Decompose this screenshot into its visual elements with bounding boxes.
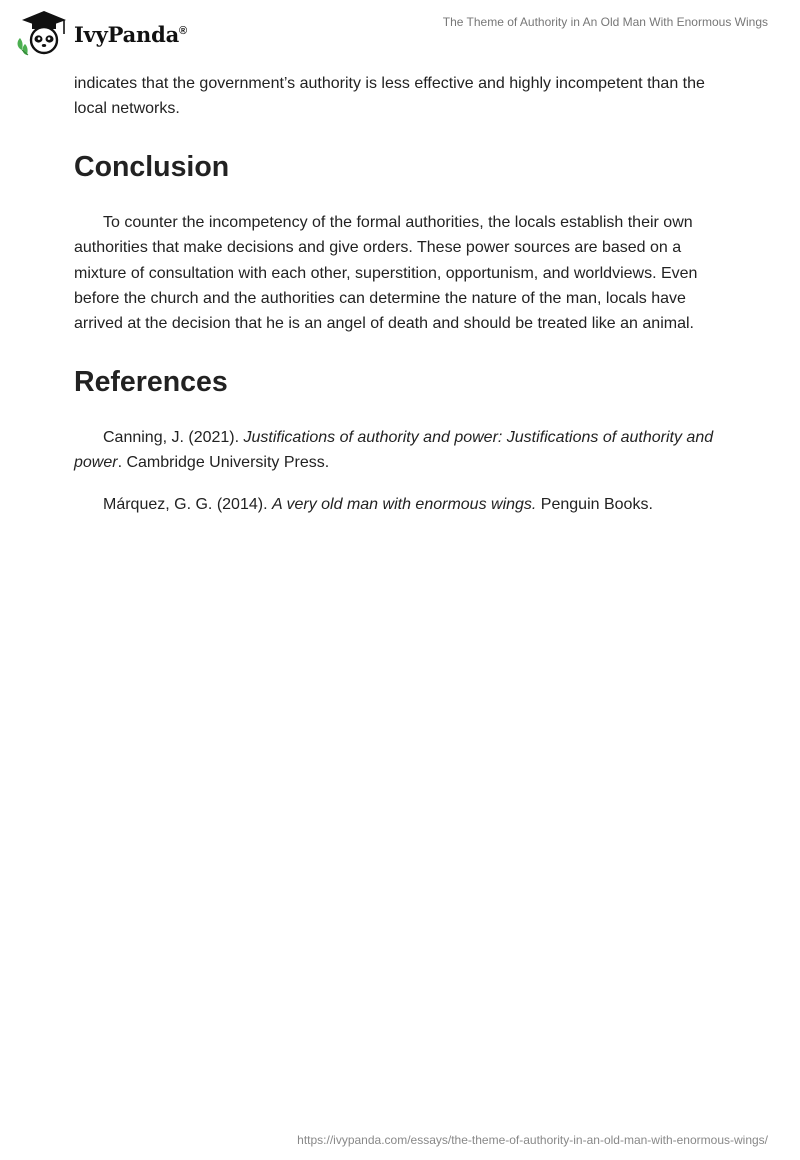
brand-name: IvyPanda® [74, 21, 187, 47]
reference-title: Justifications of authority and power: Justifications of authority and power [74, 428, 714, 472]
reference-publisher: Penguin Books. [536, 495, 653, 513]
reference-title: A very old man with enormous wings. [271, 495, 537, 513]
reference-author-year: Canning, J. (2021). [103, 428, 244, 446]
reference-author-year: Márquez, G. G. (2014). [103, 495, 272, 513]
conclusion-paragraph: To counter the incompetency of the formal authorities, the locals establish their own authorities that make decisions and give orders. These power sources are based on a mixture of consultation with each other, superstition, opportunism, and worldviews. Even before the church and the authorities can determine the nature of the man, locals have arrived at the decision that he is an angel of death and should be treated like an animal. [74, 213, 698, 333]
reference-publisher: . Cambridge University Press. [117, 454, 330, 472]
source-url[interactable]: https://ivypanda.com/essays/the-theme-of-authority-in-an-old-man-with-enormous-wings/ [297, 1133, 768, 1147]
reference-item [74, 425, 730, 476]
intro-paragraph: indicates that the government’s authority is less effective and highly incompetent than the local networks. [74, 75, 705, 118]
panda-graduation-cap-icon [14, 8, 72, 56]
reference-item [74, 492, 730, 517]
registered-mark: ® [179, 24, 187, 37]
references-heading: References [74, 365, 228, 398]
site-logo[interactable] [14, 8, 187, 56]
conclusion-heading: Conclusion [74, 150, 230, 183]
essay-content [74, 71, 730, 533]
document-title: The Theme of Authority in An Old Man With Enormous Wings [442, 15, 768, 29]
